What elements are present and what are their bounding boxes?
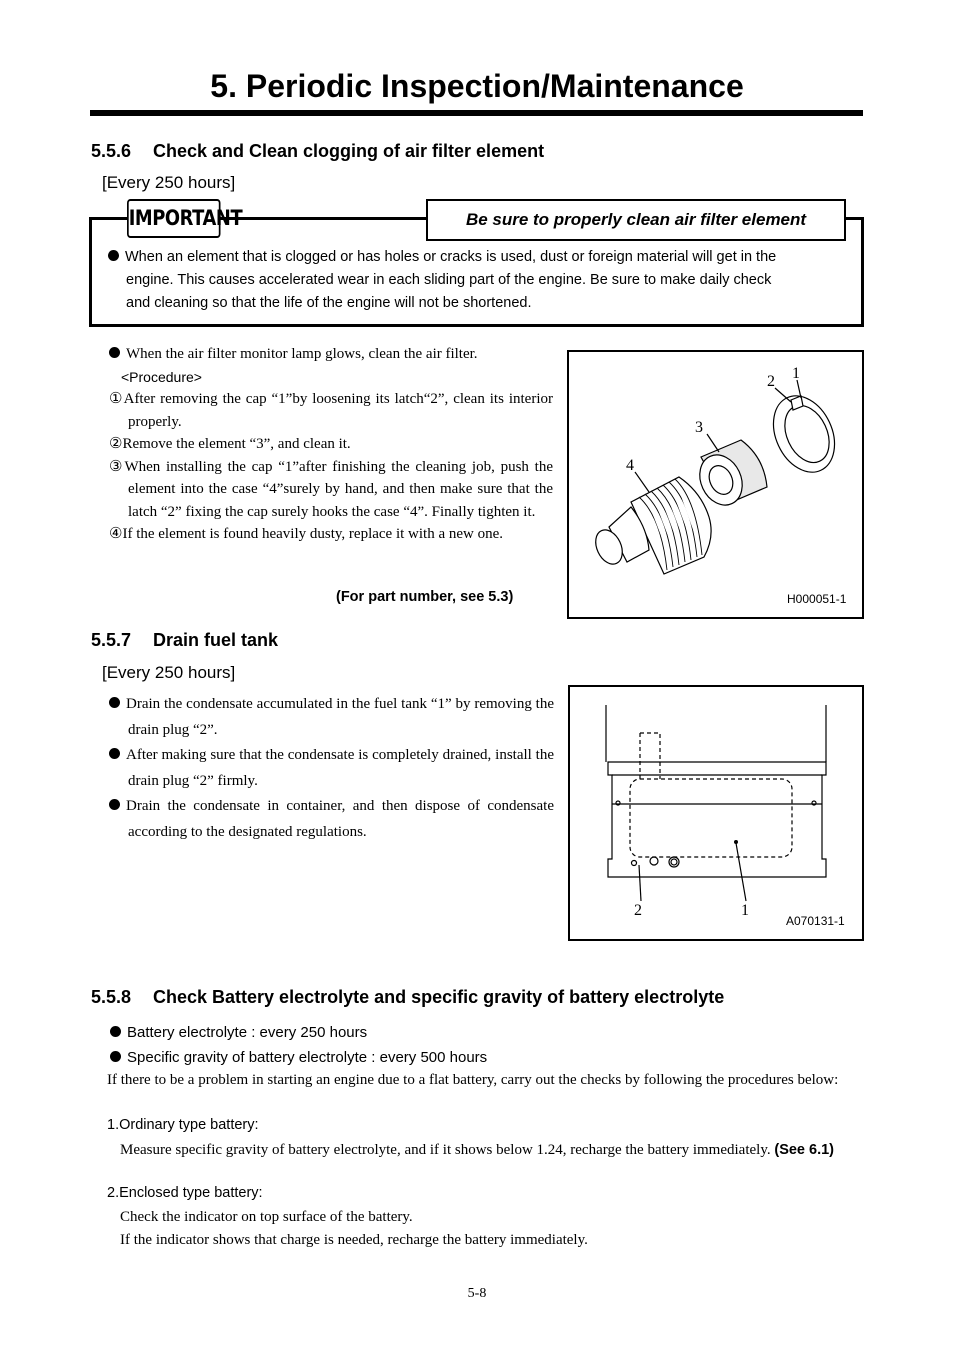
figure1-id: H000051-1 (787, 592, 847, 606)
section-556-body (109, 343, 553, 546)
important-text (108, 246, 850, 315)
section-556-number: 5.5.6 (91, 141, 132, 161)
section-558-number: 5.5.8 (91, 987, 132, 1007)
enclosed-battery-text (120, 1206, 588, 1251)
section-557-body (109, 692, 554, 845)
fuel-tank-illustration (570, 687, 862, 939)
section-557-number: 5.5.7 (91, 630, 132, 650)
bullet-icon (109, 748, 120, 759)
section-558-heading (91, 987, 724, 1008)
ordinary-battery-text (120, 1139, 846, 1162)
enclosed-battery-line-2: If the indicator shows that charge is needed, recharge the battery immediately. (120, 1231, 588, 1248)
air-filter-figure (567, 350, 864, 619)
ordinary-battery-label: 1.Ordinary type battery: (107, 1117, 259, 1133)
drain-bullet-1: Drain the condensate accumulated in the fuel tank “1” by removing the drain plug “2”. (126, 696, 554, 738)
section-556-title: Check and Clean clogging of air filter element (153, 141, 545, 161)
bullet-icon (109, 697, 120, 708)
enclosed-battery-line-1: Check the indicator on top surface of the battery. (120, 1209, 413, 1225)
section-556-interval: [Every 250 hours] (102, 173, 236, 192)
enclosed-battery-label: 2.Enclosed type battery: (107, 1185, 263, 1201)
bullet-icon (108, 250, 119, 261)
drain-bullet-2: After making sure that the condensate is completely drained, install the drain plug “2” firmly. (126, 747, 554, 789)
figure2-label-1: 1 (741, 902, 749, 919)
title-rule (90, 110, 863, 116)
figure2-label-2: 2 (634, 902, 642, 919)
important-line-1: When an element that is clogged or has holes or cracks is used, dust or foreign material will get in the (125, 249, 777, 265)
see-6-1-ref: (See 6.1) (774, 1142, 835, 1158)
bullet-icon (110, 1026, 121, 1037)
section-556-heading (91, 141, 544, 162)
fuel-tank-figure (568, 685, 864, 941)
battery-intro: If there to be a problem in starting an engine due to a flat battery, carry out the checks by following the procedures below: (107, 1072, 839, 1088)
bullet-icon (109, 799, 120, 810)
drain-bullet-3: Drain the condensate in container, and then dispose of condensate according to the designated regulations. (126, 798, 554, 840)
page-title: 5. Periodic Inspection/Maintenance (210, 68, 744, 104)
figure1-label-2: 2 (767, 373, 775, 390)
ordinary-battery-instruction: Measure specific gravity of battery electrolyte, and if it shows below 1.24, recharge the battery immediately. (120, 1142, 771, 1158)
procedure-step-1: ①After removing the cap “1”by loosening its latch“2”, clean its interior properly. (109, 391, 553, 430)
figure1-label-3: 3 (695, 419, 703, 436)
figure2-id: A070131-1 (786, 914, 845, 928)
section-557-title: Drain fuel tank (153, 630, 279, 650)
section-557-interval: [Every 250 hours] (102, 663, 236, 682)
section-558-bullets (110, 1020, 487, 1070)
important-line-3: and cleaning so that the life of the engine will not be shortened. (126, 295, 532, 311)
bullet-icon (109, 347, 120, 358)
part-number-ref: (For part number, see 5.3) (336, 589, 514, 605)
battery-bullet-1: Battery electrolyte : every 250 hours (127, 1024, 368, 1041)
figure1-label-4: 4 (626, 457, 634, 474)
section-558-title: Check Battery electrolyte and specific gravity of battery electrolyte (153, 987, 725, 1007)
figure1-label-1: 1 (792, 365, 800, 382)
page-number: 5-8 (467, 1286, 487, 1301)
section-557-heading (91, 630, 278, 651)
important-banner: Be sure to properly clean air filter element (426, 199, 846, 241)
important-badge: IMPORTANT (127, 199, 221, 238)
procedure-step-2: ②Remove the element “3”, and clean it. (109, 436, 351, 452)
bullet-icon (110, 1051, 121, 1062)
procedure-step-3: ③When installing the cap “1”after finishing the cleaning job, push the element into the case “4”surely by hand, and then make sure that the latch “2” fixing the cap surely hooks the case “4”. Finally tighten it. (109, 458, 553, 520)
important-line-2: engine. This causes accelerated wear in each sliding part of the engine. Be sure to make daily check (126, 272, 772, 288)
battery-bullet-2: Specific gravity of battery electrolyte : every 500 hours (127, 1049, 488, 1066)
air-filter-bullet: When the air filter monitor lamp glows, clean the air filter. (126, 346, 478, 362)
procedure-label: <Procedure> (121, 368, 202, 385)
air-filter-illustration (569, 352, 862, 617)
procedure-step-4: ④If the element is found heavily dusty, replace it with a new one. (109, 526, 504, 542)
